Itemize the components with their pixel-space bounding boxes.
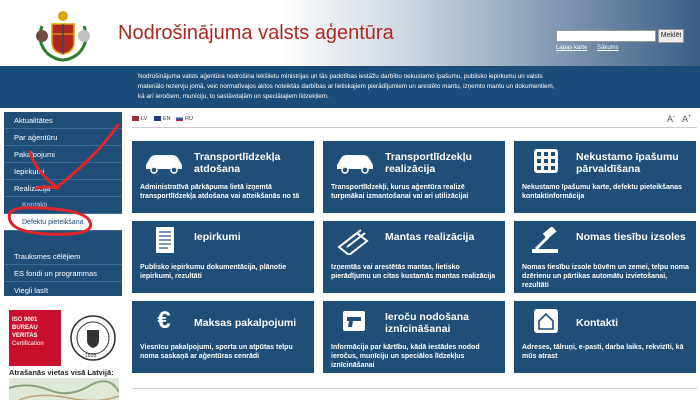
bureau-veritas-certification-logo[interactable] (9, 310, 119, 366)
card-transportlidzeklu-realizacija[interactable] (323, 141, 505, 213)
search-input[interactable] (556, 30, 656, 42)
font-decrease-button[interactable]: A- (667, 114, 676, 124)
card-description: Adreses, tālruņi, e-pasti, darba laiks, rekvizīti, kā mūs atrast (522, 344, 684, 360)
uk-flag-icon (154, 116, 161, 121)
gun-icon (333, 307, 377, 335)
card-title: Nomas tiesību izsoles (576, 231, 686, 243)
document-icon (142, 227, 186, 255)
intro-banner (0, 66, 700, 108)
certification-label: Certification (12, 341, 44, 347)
sidebar-nav (4, 112, 122, 296)
latvia-coat-of-arms-logo[interactable] (34, 8, 92, 62)
card-description: Viesnīcu pakalpojumi, sporta un atpūtas telpu noma saskaņā ar aģentūras cenrādi (140, 344, 293, 360)
card-kontakti[interactable] (514, 301, 696, 373)
russia-flag-icon (176, 116, 183, 121)
card-title: Maksas pakalpojumi (194, 317, 297, 329)
card-title: Kontakti (576, 317, 618, 329)
sidebar-item-pakalpojumi[interactable]: Pakalpojumi (4, 146, 122, 163)
card-title: Transportlīdzekļu realizācija (385, 151, 472, 175)
card-description: Izņemtās vai arestētās mantas, lietisko pierādījumu un citas kustamās mantas realizācija (331, 264, 496, 280)
sitemap-link[interactable]: Lapas karte (556, 45, 588, 51)
card-ierocu-nodosana[interactable] (323, 301, 505, 373)
locations-map-label: Atrašanās vietas visā Latvijā: (9, 368, 114, 377)
iso-label: ISO 9001 (12, 317, 38, 323)
intro-text: Nodrošinājuma valsts aģentūra nodrošina Iekšlietu ministrijas un tās padotības iestāžu darbību nekustamo īpašumu, publisko iepirkumu un valsts materiālo rezervju jomā, veic normatīvajos aktos noteiktās darbības ar lietiskajiem pierādījumiem un arestēto mantu, izņemto mantu un dokumentiem, kā arī ieročiem, munīciju, to sastāvdaļām un speciālajiem līdzekļiem. (138, 73, 555, 100)
card-title: Nekustamo īpašumu pārvaldīšana (576, 151, 679, 175)
sidebar-item-realizacija[interactable]: Realizācija (4, 180, 122, 197)
car-icon (333, 147, 377, 175)
card-title: Ieroču nodošana iznīcināšanai (385, 311, 470, 335)
header (0, 0, 700, 66)
card-iepirkumi[interactable] (132, 221, 314, 293)
site-title[interactable]: Nodrošinājuma valsts aģentūra (118, 22, 394, 44)
sidebar-item-trauksmes-celejiem[interactable]: Trauksmes cēlējiem (4, 248, 122, 265)
car-icon (142, 147, 186, 175)
sidebar-item-iepirkumi[interactable]: Iepirkumi (4, 163, 122, 180)
building-icon (524, 147, 568, 175)
card-nomas-tiesibu-izsoles[interactable] (514, 221, 696, 293)
logs-icon (333, 227, 377, 255)
euro-icon: € (157, 307, 171, 334)
card-nekustamo-ipasumu-parvaldisana[interactable] (514, 141, 696, 213)
card-maksas-pakalpojumi[interactable] (132, 301, 314, 373)
gavel-icon (524, 227, 568, 255)
language-bar (132, 112, 697, 128)
card-title: Mantas realizācija (385, 231, 475, 243)
content-divider (132, 388, 697, 389)
card-transportlidzekla-atdosana[interactable] (132, 141, 314, 213)
card-description: Administratīvā pārkāpuma lietā izņemtā transportlīdzekļa atdošana vai atteikšanās no tā (140, 184, 300, 200)
home-icon (524, 307, 568, 335)
seal-year: 1828 (85, 353, 97, 359)
card-description: Nekustamo īpašumu karte, defektu pieteikšanas kontaktinformācija (522, 184, 682, 200)
lang-en[interactable]: EN (154, 116, 171, 122)
latvia-flag-icon (132, 116, 139, 121)
card-description: Informācija par kārtību, kādā iestādes nodod ieročus, munīciju un speciālos līdzekļus iznīcināšanai (331, 344, 480, 369)
lang-lv[interactable]: LV (132, 116, 147, 122)
sidebar-item-aktualitates[interactable]: Aktualitātes (4, 112, 122, 129)
font-increase-button[interactable]: A+ (682, 114, 692, 124)
card-title: Iepirkumi (194, 231, 241, 243)
card-description: Publisko iepirkumu dokumentācija, plānotie iepirkumi, rezultāti (140, 264, 287, 280)
sidebar-item-par-agenturu[interactable]: Par aģentūru (4, 129, 122, 146)
card-description: Transportlīdzekļi, kurus aģentūra realizē turpmākai izmantošanai vai ari utilizācijai (331, 184, 469, 200)
card-mantas-realizacija[interactable] (323, 221, 505, 293)
home-link[interactable]: Sākums (597, 45, 619, 51)
bv-label: BUREAU VERITAS (12, 325, 38, 339)
card-description: Nomas tiesību izsole būvēm un zemei, telpu noma dzērienu un pārtikas automātu izvietošanai, rezultāti (522, 264, 689, 289)
lang-ru[interactable]: RU (176, 116, 193, 122)
sidebar-item-kontakti[interactable]: Kontakti (4, 197, 122, 214)
search-button[interactable]: Meklēt (658, 29, 684, 43)
latvia-map-thumbnail[interactable] (9, 378, 119, 400)
sidebar-item-viegli-lasit[interactable]: Viegli lasīt (14, 286, 49, 295)
sidebar-item-es-fondi[interactable]: ES fondi un programmas (4, 265, 122, 282)
sidebar-item-defektu-pieteiksana[interactable]: Defektu pieteikšana (4, 214, 122, 231)
card-title: Transportlīdzekļa atdošana (194, 151, 281, 175)
